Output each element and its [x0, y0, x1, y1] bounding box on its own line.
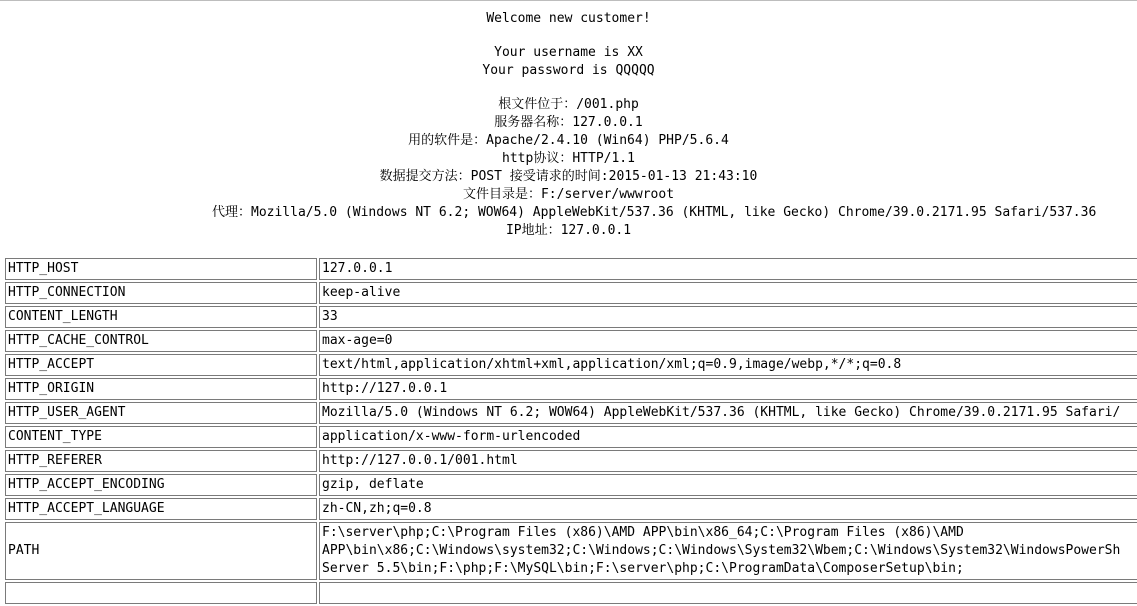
row-value: 127.0.0.1: [319, 258, 1137, 280]
row-value: keep-alive: [319, 282, 1137, 304]
row-key-cut: [5, 582, 317, 604]
row-value-cut: [319, 582, 1137, 604]
row-key: CONTENT_TYPE: [5, 426, 317, 448]
row-value-path: [319, 522, 1137, 580]
table-row: [5, 258, 1137, 280]
row-key: HTTP_ACCEPT: [5, 354, 317, 376]
row-key: HTTP_ACCEPT_ENCODING: [5, 474, 317, 496]
row-value: zh-CN,zh;q=0.8: [319, 498, 1137, 520]
table-row: [5, 354, 1137, 376]
ip-text: IP地址：127.0.0.1: [0, 222, 1137, 240]
server-variables-table: [3, 256, 1137, 606]
watermark-logo: [1017, 585, 1077, 591]
row-key: CONTENT_LENGTH: [5, 306, 317, 328]
row-value: max-age=0: [319, 330, 1137, 352]
table-row: [5, 378, 1137, 400]
row-key: HTTP_HOST: [5, 258, 317, 280]
table-row: [5, 282, 1137, 304]
row-key: HTTP_REFERER: [5, 450, 317, 472]
row-key: HTTP_ACCEPT_LANGUAGE: [5, 498, 317, 520]
path-line: F:\server\php;C:\Program Files (x86)\AMD APP\bin\x86_64;C:\Program Files (x86)\AMD: [322, 524, 1137, 542]
welcome-text: Welcome new customer!: [0, 10, 1137, 28]
row-value: text/html,application/xhtml+xml,application/xml;q=0.9,image/webp,*/*;q=0.8: [319, 354, 1137, 376]
row-key: HTTP_USER_AGENT: [5, 402, 317, 424]
row-key: HTTP_CACHE_CONTROL: [5, 330, 317, 352]
table-row: [5, 402, 1137, 424]
row-value: Mozilla/5.0 (Windows NT 6.2; WOW64) AppleWebKit/537.36 (KHTML, like Gecko) Chrome/39.0.2171.95 Safari/: [319, 402, 1137, 424]
table-row: [5, 306, 1137, 328]
row-value: http://127.0.0.1/001.html: [319, 450, 1137, 472]
password-text: Your password is QQQQQ: [0, 62, 1137, 80]
row-value: application/x-www-form-urlencoded: [319, 426, 1137, 448]
server-name-text: 服务器名称：127.0.0.1: [0, 114, 1137, 132]
table-row-partial: [5, 582, 1137, 604]
row-value: gzip, deflate: [319, 474, 1137, 496]
table-row-path: [5, 522, 1137, 580]
table-row: [5, 450, 1137, 472]
row-value: 33: [319, 306, 1137, 328]
table-row: [5, 330, 1137, 352]
doc-root-text: 文件目录是：F:/server/wwwroot: [0, 186, 1137, 204]
row-key: HTTP_ORIGIN: [5, 378, 317, 400]
root-file-text: 根文件位于：/001.php: [0, 96, 1137, 114]
row-key: HTTP_CONNECTION: [5, 282, 317, 304]
table-row: [5, 474, 1137, 496]
table-row: [5, 426, 1137, 448]
page-top-border: [0, 0, 1137, 1]
protocol-text: http协议：HTTP/1.1: [0, 150, 1137, 168]
path-line: Server 5.5\bin;F:\php;F:\MySQL\bin;F:\server\php;C:\ProgramData\ComposerSetup\bin;: [322, 560, 1137, 578]
method-time-text: 数据提交方法：POST 接受请求的时间:2015-01-13 21:43:10: [0, 168, 1137, 186]
row-value: http://127.0.0.1: [319, 378, 1137, 400]
username-text: Your username is XX: [0, 44, 1137, 62]
user-agent-text: 代理：Mozilla/5.0 (Windows NT 6.2; WOW64) AppleWebKit/537.36 (KHTML, like Gecko) Chrome/39.0.2171.95 Safari/537.36: [100, 204, 1137, 222]
software-text: 用的软件是：Apache/2.4.10 (Win64) PHP/5.6.4: [0, 132, 1137, 150]
row-key: PATH: [5, 522, 317, 580]
table-row: [5, 498, 1137, 520]
path-line: APP\bin\x86;C:\Windows\system32;C:\Windows;C:\Windows\System32\Wbem;C:\Windows\System32\WindowsPowerSh: [322, 542, 1137, 560]
